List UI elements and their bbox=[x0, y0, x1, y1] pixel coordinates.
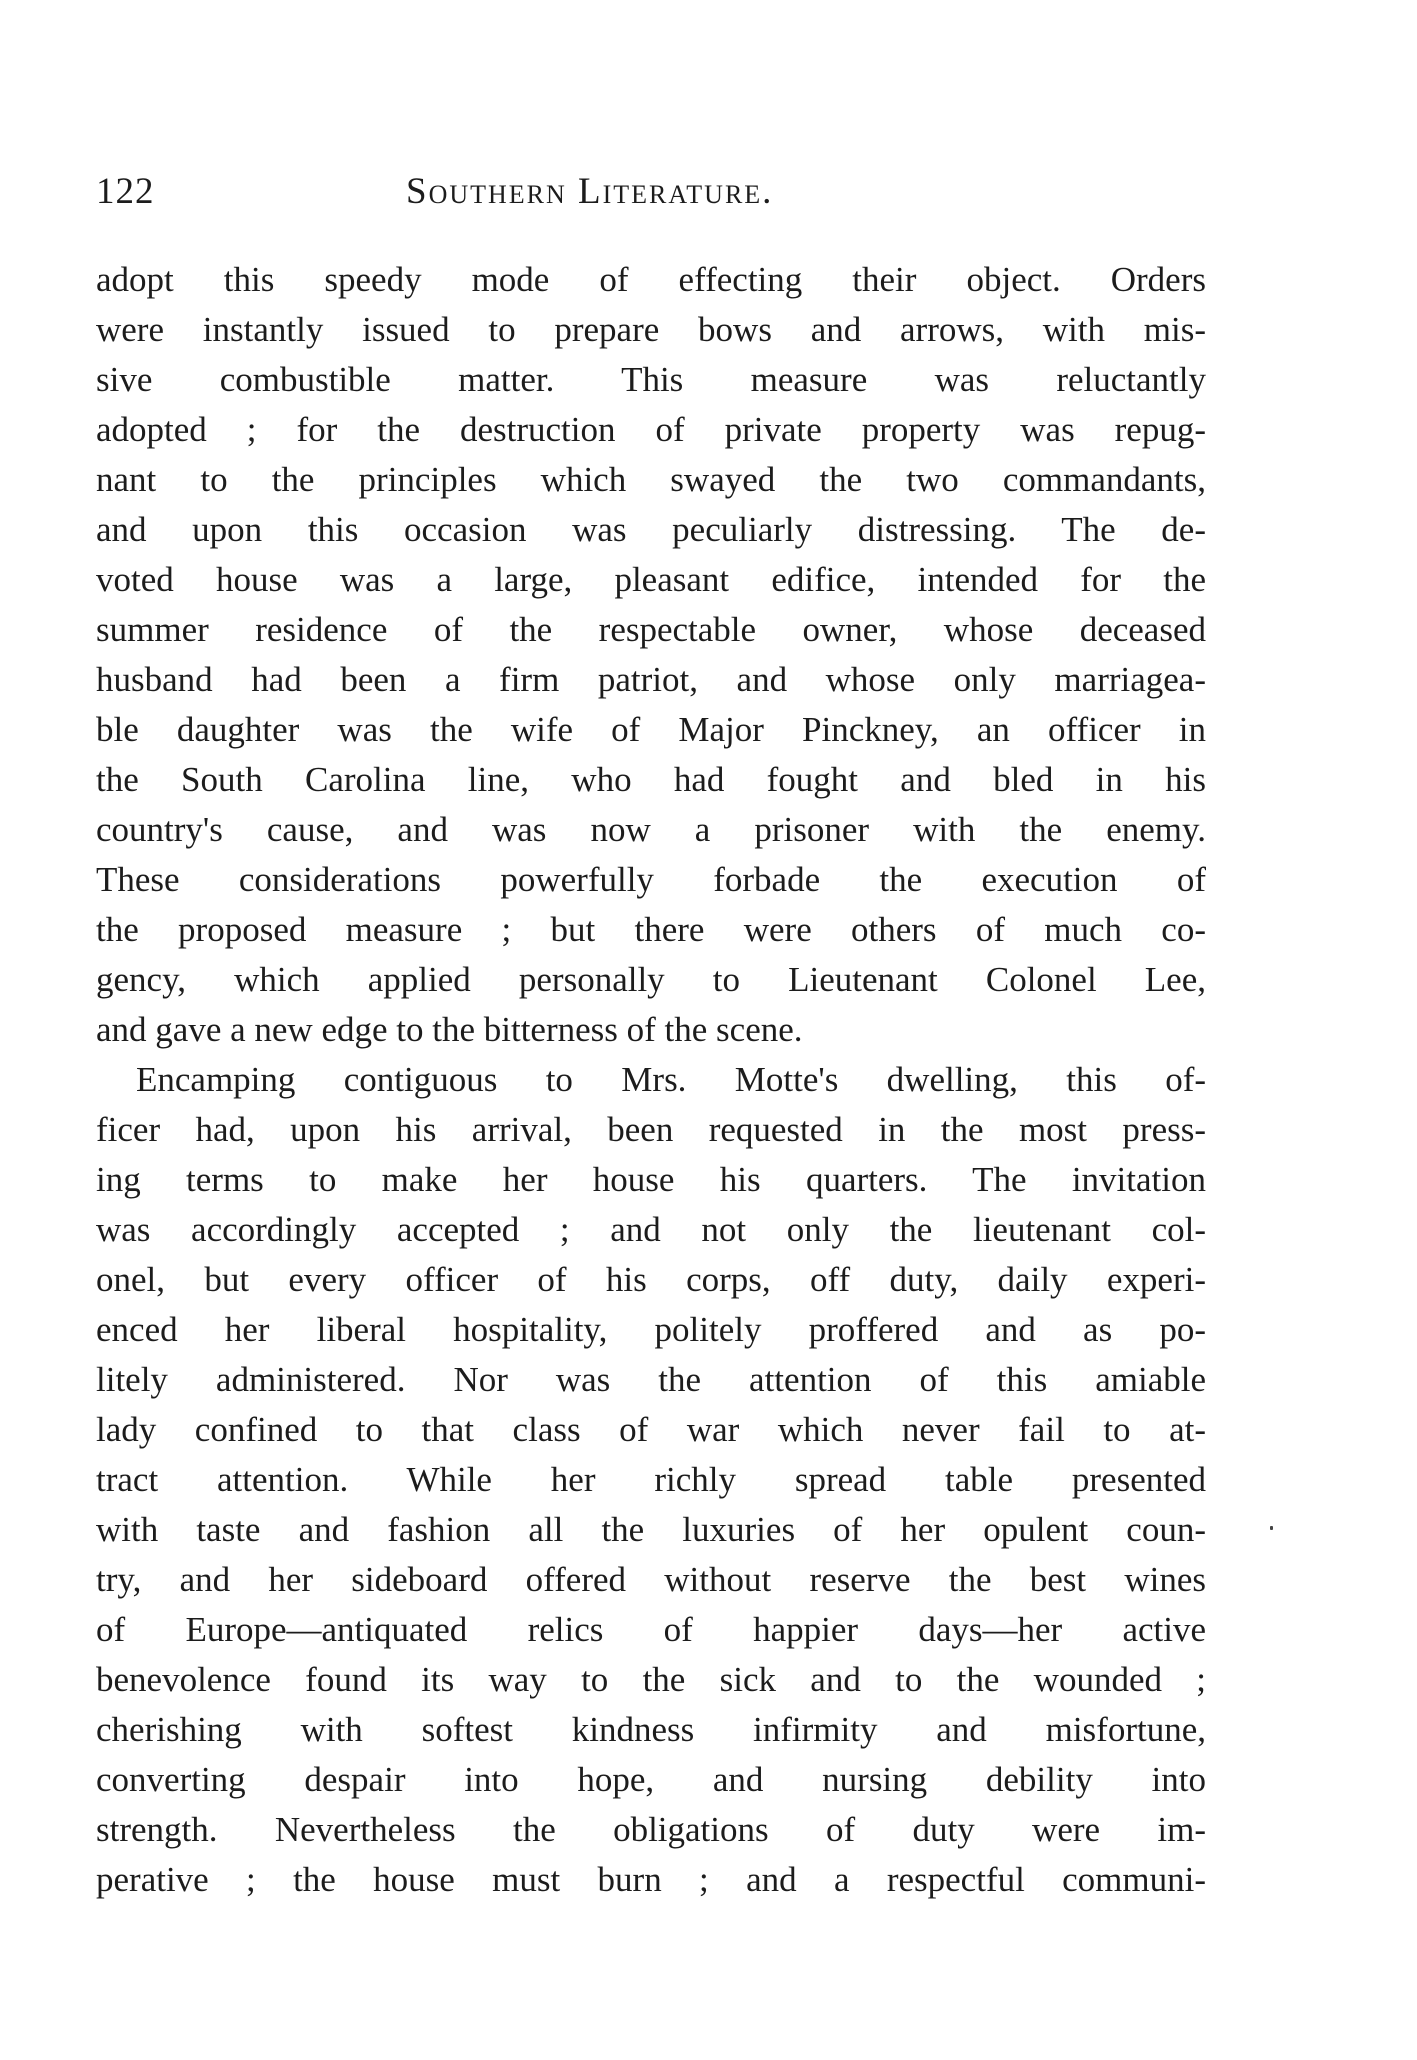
text-line: summer residence of the respectable owner, whose deceased bbox=[96, 610, 1206, 649]
text-line: Encamping contiguous to Mrs. Motte's dwelling, this of- bbox=[136, 1060, 1206, 1099]
running-head bbox=[96, 162, 1206, 222]
text-line: converting despair into hope, and nursing debility into bbox=[96, 1760, 1206, 1799]
text-line: the proposed measure ; but there were others of much co- bbox=[96, 910, 1206, 949]
page-number: 122 bbox=[96, 171, 155, 212]
text-line: These considerations powerfully forbade the execution of bbox=[96, 860, 1206, 899]
ink-speck bbox=[1270, 1526, 1273, 1530]
body-text bbox=[96, 255, 1206, 1905]
text-line: perative ; the house must burn ; and a respectful communi- bbox=[96, 1860, 1206, 1899]
text-line: tract attention. While her richly spread table presented bbox=[96, 1460, 1206, 1499]
text-line: were instantly issued to prepare bows and arrows, with mis- bbox=[96, 310, 1206, 349]
text-line: sive combustible matter. This measure was reluctantly bbox=[96, 360, 1206, 399]
text-line: try, and her sideboard offered without reserve the best wines bbox=[96, 1560, 1206, 1599]
text-line: and upon this occasion was peculiarly distressing. The de- bbox=[96, 510, 1206, 549]
text-line: onel, but every officer of his corps, off duty, daily experi- bbox=[96, 1260, 1206, 1299]
text-line: strength. Nevertheless the obligations of duty were im- bbox=[96, 1810, 1206, 1849]
text-line: husband had been a firm patriot, and whose only marriagea- bbox=[96, 660, 1206, 699]
running-title: Southern Literature. bbox=[406, 171, 774, 212]
text-line: benevolence found its way to the sick and to the wounded ; bbox=[96, 1660, 1206, 1699]
text-line: with taste and fashion all the luxuries of her opulent coun- bbox=[96, 1510, 1206, 1549]
text-line: adopt this speedy mode of effecting their object. Orders bbox=[96, 260, 1206, 299]
text-line: voted house was a large, pleasant edifice, intended for the bbox=[96, 560, 1206, 599]
text-line: nant to the principles which swayed the two commandants, bbox=[96, 460, 1206, 499]
text-line: ficer had, upon his arrival, been requested in the most press- bbox=[96, 1110, 1206, 1149]
text-line: cherishing with softest kindness infirmity and misfortune, bbox=[96, 1710, 1206, 1749]
text-line: gency, which applied personally to Lieutenant Colonel Lee, bbox=[96, 960, 1206, 999]
text-line: enced her liberal hospitality, politely proffered and as po- bbox=[96, 1310, 1206, 1349]
text-line: adopted ; for the destruction of private property was repug- bbox=[96, 410, 1206, 449]
text-line: litely administered. Nor was the attention of this amiable bbox=[96, 1360, 1206, 1399]
text-line: country's cause, and was now a prisoner with the enemy. bbox=[96, 810, 1206, 849]
text-line: of Europe—antiquated relics of happier days—her active bbox=[96, 1610, 1206, 1649]
text-line: ing terms to make her house his quarters. The invitation bbox=[96, 1160, 1206, 1199]
text-line: the South Carolina line, who had fought and bled in his bbox=[96, 760, 1206, 799]
text-line: ble daughter was the wife of Major Pinckney, an officer in bbox=[96, 710, 1206, 749]
text-line: was accordingly accepted ; and not only the lieutenant col- bbox=[96, 1210, 1206, 1249]
text-line: and gave a new edge to the bitterness of the scene. bbox=[96, 1010, 803, 1049]
text-line: lady confined to that class of war which never fail to at- bbox=[96, 1410, 1206, 1449]
